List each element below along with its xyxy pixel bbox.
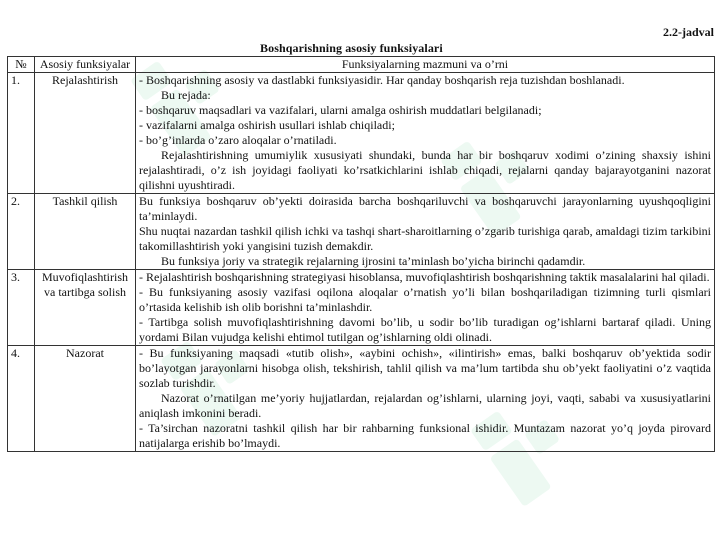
description-line: - vazifalarni amalga oshirish usullari ishlab chiqiladi; (139, 118, 395, 132)
header-functions: Asosiy funksiyalar (35, 57, 136, 73)
description-line: Bu funksiya boshqaruv ob’yekti doirasida barcha boshqariluvchi va boshqaruvchi jarayonlarning uyushqoqligini ta’minlaydi. (139, 194, 711, 223)
row-function-name: Tashkil qilish (35, 194, 136, 270)
description-line: Nazorat o’rnatilgan me’yoriy hujjatlardan, rejalardan og’ishlarni, ularning joyi, vaqti, sababi va xususiyatlarini aniqlash imkonini beradi. (139, 391, 711, 420)
functions-table (7, 56, 715, 452)
row-function-name: Rejalashtirish (35, 73, 136, 194)
table-header-row (8, 57, 715, 73)
row-number: 2. (8, 194, 35, 270)
row-description (136, 346, 715, 452)
header-description: Funksiyalarning mazmuni va o’rni (136, 57, 715, 73)
row-description (136, 73, 715, 194)
description-line: - Boshqarishning asosiy va dastlabki funksiyasidir. Har qanday boshqarish reja tuzishdan boshlanadi. (139, 73, 625, 87)
row-description (136, 194, 715, 270)
row-function-name: Nazorat (35, 346, 136, 452)
description-line: - Tartibga solish muvofiqlashtirishning davomi bo’lib, u sodir bo’lib turadigan og’ishlarni bartaraf qiladi. Uning yordami Bilan vujudga kelishi ehtimol tutilgan og’ishlarning oldi olinadi. (139, 315, 711, 344)
description-line: Bu funksiya joriy va strategik rejalarning ijrosini ta’minlash bo’yicha birinchi qadamdir. (161, 254, 586, 268)
description-line: Rejalashtirishning umumiylik xususiyati shundaki, bunda har bir boshqaruv xodimi o’zining shaxsiy ishini rejalashtiradi, o’z ish joyidagi faoliyati ko’rsatkichlarini ishlab chiqadi, rejalarni qanday bajarayotganini nazorat qilishni uyushtiradi. (139, 148, 711, 192)
table-title: Boshqarishning asosiy funksiyalari (260, 41, 443, 55)
description-line: Bu rejada: (161, 88, 211, 102)
row-number: 3. (8, 270, 35, 346)
row-function-name: Muvofiqlashtirish va tartibga solish (35, 270, 136, 346)
row-number: 4. (8, 346, 35, 452)
description-line: Shu nuqtai nazardan tashkil qilish ichki va tashqi shart-sharoitlarning o’zgarib turishiga qarab, amaldagi tizim tarkibini takomillashtirish yoki yangisini tuzish demakdir. (139, 224, 711, 253)
description-line: - Bu funksiyaning maqsadi «tutib olish», «aybini ochish», «ilintirish» emas, balki boshqaruv ob’yektida sodir bo’layotgan jarayonlarni hisobga olish, tekshirish, tahlil qilish va ma’lum tartibda shu ob’yekt faoliyatini o’z vaqtida sozlab turishdir. (139, 346, 711, 390)
table-row (8, 270, 715, 346)
description-line: - bo’g’inlarda o’zaro aloqalar o’rnatiladi. (139, 133, 337, 147)
description-line: - Ta’sirchan nazoratni tashkil qilish har bir rahbarning funksional ishidir. Muntazam nazorat yo’q joyda pirovard natijalarga erishib bo’lmaydi. (139, 421, 711, 450)
row-description (136, 270, 715, 346)
table-row (8, 194, 715, 270)
row-number: 1. (8, 73, 35, 194)
header-number: № (8, 57, 35, 73)
description-line: - Rejalashtirish boshqarishning strategiyasi hisoblansa, muvofiqlashtirish boshqarishning taktik masalalarini hal qiladi. (139, 270, 710, 284)
table-row (8, 73, 715, 194)
table-row (8, 346, 715, 452)
table-number: 2.2-jadval (663, 25, 714, 39)
description-line: - Bu funksiyaning asosiy vazifasi oqilona aloqalar o’rnatish yo’li bilan boshqariladigan tizimning turli qismlari o’rtasida kelishib ish olib borishni ta’minlashdir. (139, 285, 711, 314)
description-line: - boshqaruv maqsadlari va vazifalari, ularni amalga oshirish muddatlari belgilanadi; (139, 103, 542, 117)
